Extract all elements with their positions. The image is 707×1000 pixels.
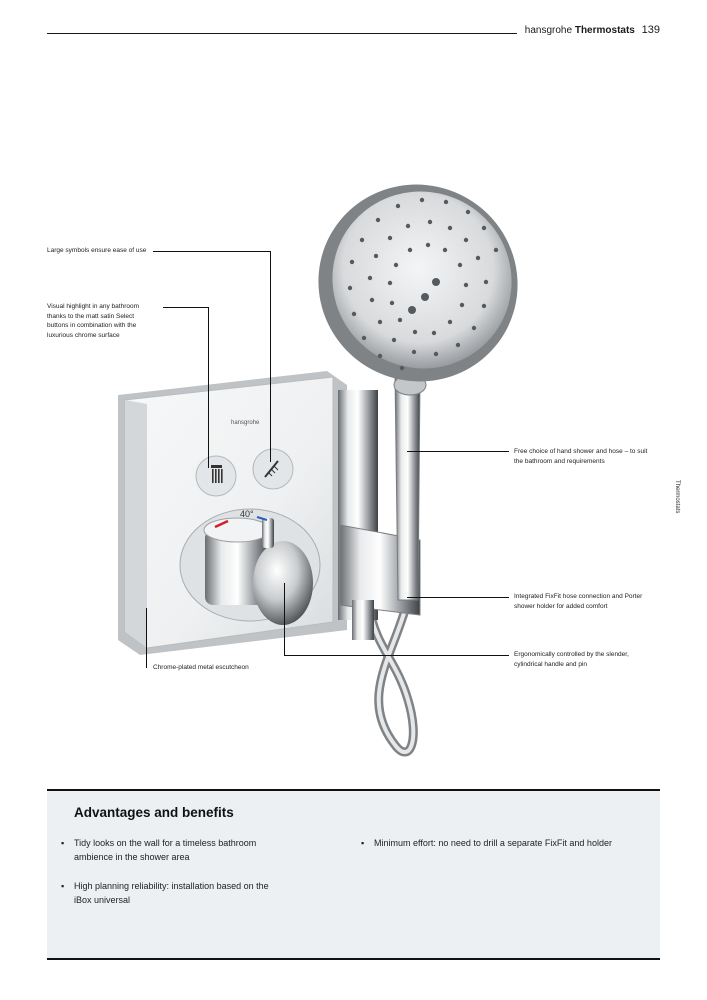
leader-ergonomic-h xyxy=(284,655,509,656)
leader-ergonomic-v xyxy=(284,583,285,655)
hand-shower-handle xyxy=(394,375,426,600)
benefits-panel-top-rule xyxy=(47,789,660,791)
callout-fixfit: Integrated FixFit hose connection and Porter shower holder for added comfort xyxy=(514,593,643,610)
callout-large-symbols: Large symbols ensure ease of use xyxy=(47,247,147,254)
shower-hose xyxy=(372,610,413,752)
bullet-icon: ▪ xyxy=(61,838,65,848)
benefit-item xyxy=(361,836,654,850)
plate-logo: hansgrohe xyxy=(231,420,260,426)
leader-escutcheon-v xyxy=(146,608,147,668)
benefits-panel-bottom-rule xyxy=(47,958,660,960)
header-brand: hansgrohe xyxy=(524,25,573,36)
leader-visual-highlight-v xyxy=(208,307,209,468)
callout-free-choice: Free choice of hand shower and hose – to suit the bathroom and requirements xyxy=(514,448,648,465)
leader-free-choice xyxy=(407,451,509,452)
benefit-text: Tidy looks on the wall for a timeless bathroom ambience in the shower area xyxy=(74,838,257,862)
side-section-tab: Thermostats xyxy=(674,480,680,514)
callout-ergonomic: Ergonomically controlled by the slender, cylindrical handle and pin xyxy=(514,651,629,668)
benefit-item xyxy=(61,879,284,907)
benefit-text: Minimum effort: no need to drill a separate FixFit and holder xyxy=(374,838,612,848)
benefit-text: High planning reliability: installation based on the iBox universal xyxy=(74,881,269,905)
temperature-label: 40° xyxy=(240,509,254,519)
bullet-icon: ▪ xyxy=(61,881,65,891)
benefits-title: Advantages and benefits xyxy=(74,805,234,820)
bullet-icon: ▪ xyxy=(361,838,365,848)
leader-visual-highlight-h xyxy=(163,307,209,308)
callout-visual-highlight: Visual highlight in any bathroom thanks to the matt satin Select buttons in combination with the luxurious chrome surface xyxy=(47,303,140,339)
callout-escutcheon: Chrome-plated metal escutcheon xyxy=(153,664,249,671)
leader-fixfit xyxy=(407,597,509,598)
benefit-item xyxy=(61,836,284,864)
leader-large-symbols-v xyxy=(270,251,271,462)
leader-large-symbols-h xyxy=(153,251,271,252)
select-button-left xyxy=(196,456,236,496)
page-number: 139 xyxy=(641,24,660,36)
select-button-right xyxy=(253,449,293,489)
header-section-title: Thermostats xyxy=(574,25,635,36)
